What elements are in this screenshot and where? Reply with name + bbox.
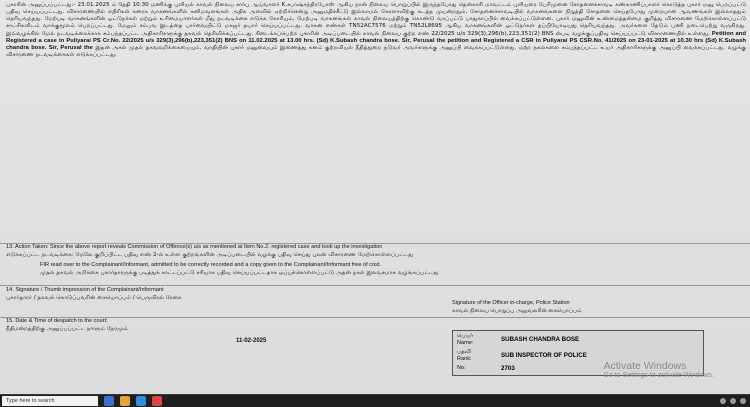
rank-value: SUB INSPECTOR OF POLICE xyxy=(501,352,587,359)
name-tamil: பெயர் xyxy=(457,333,474,339)
item-15-despatch xyxy=(6,318,386,333)
fir-read-tamil: முதல் தகவல் அறிக்கை புகார்தாரருக்கு படித்துக் காட்டப்பட்டு சரியாக பதிவு செய்யப்பட்டதாக ஒப்புக்கொள்ளப்பட்டு அதன் நகல் இலவசமாக வழங்கப்பட்டது xyxy=(40,269,439,276)
item-14-label: 14. Signature / Thumb impression of the Complainant/Informant xyxy=(6,287,164,293)
divider xyxy=(0,285,750,286)
task-view-icon[interactable] xyxy=(104,396,114,406)
despatch-date: 11-02-2025 xyxy=(236,338,267,344)
officer-signature-tamil: காவல் நிலைய பொறுப்பு அலுவலரின் கையொப்பம் xyxy=(452,308,582,314)
item-15-tamil: நீதிமன்றத்திற்கு அனுப்பப்பட்ட நாளும் நேரமும் xyxy=(6,325,128,332)
document-app-icon[interactable] xyxy=(152,396,162,406)
item-13-label: 13. Action Taken: Since the above report reveals Commission of Offence(s) u/s as mentioned at Item No.2. registered case and took up the investigation xyxy=(6,244,383,250)
no-value: 2703 xyxy=(501,365,515,372)
network-icon[interactable] xyxy=(720,398,726,404)
taskbar-search-input[interactable]: Type here to search xyxy=(2,396,98,406)
rank-label: Rank: xyxy=(457,356,472,362)
rank-tamil: பதவி xyxy=(457,349,472,355)
name-label: Name: xyxy=(457,340,474,346)
watermark-title: Activate Windows xyxy=(603,360,687,372)
windows-taskbar xyxy=(0,394,750,407)
fir-read-label: FIR read over to the Complainant/Informant, admitted to be correctly recorded and a copy given to the Complainant/Informant free of cost. xyxy=(40,262,382,268)
narrative-english-tail: Sir, Perusal the petition and Registered a CSR in Puliyarai PS CSR.No. 41/2025 on 23-01-2025 at 10.30 hrs (Sd) K.Subash chandra bose. Sir, Perusal the xyxy=(6,37,746,51)
item-15-label: 15. Date & Time of despatch to the court: xyxy=(6,318,108,324)
taskbar-pinned-apps xyxy=(104,396,162,406)
narrative-closing: இதன் அசல் முதல் தகவலறிக்கையையும், வாதியின் புகார் மனுவையும் இணைத்து கனம் குற்றவியல் நீதித்துறை நடுவர் அவர்களுக்கு அனுப்பி வைக்கப்பட்டுள்ளது. மற்ற நகல்களை சம்பந்தப்பட்ட உயர் அதிகாரிகளுக்கு அனுப்பி வைக்கப்பட்டது. வழக்கு விசாரணை நடவடிக்கைகள் எடுக்கப்பட்டது. xyxy=(6,44,746,59)
fir-read-over xyxy=(40,262,740,277)
no-label: No: xyxy=(457,365,466,371)
item-14-signature xyxy=(6,287,386,302)
item-13-action-taken xyxy=(6,244,746,259)
officer-signature-label: Signature of the Officer in-charge, Police Station xyxy=(452,300,570,306)
watermark-subtitle: Go to Settings to activate Windows. xyxy=(603,372,714,379)
narrative-english-line: Petition and Registered a case in Puliyarai PS Cr.No. 22/2025 u/s 329(3),296(b),223,351(2) BNS on 11.02.2025 at 13.00 hrs. (Sd) K.Subash chandra bose. xyxy=(6,30,746,44)
name-value: SUBASH CHANDRA BOSE xyxy=(501,336,580,343)
case-narrative xyxy=(6,2,746,59)
volume-icon[interactable] xyxy=(730,398,736,404)
notification-icon[interactable] xyxy=(740,398,746,404)
activation-watermark xyxy=(604,360,715,379)
item-13-tamil: எடுக்கப்பட்ட நடவடிக்கை: மேலே குறிப்பிட்ட பதிவு எண் 2-ல் உள்ள குற்றங்களின் அடிப்படையில் வழக்கு பதிவு செய்து புலன் விசாரணை மேற்கொள்ளப்பட்டது xyxy=(6,251,414,258)
system-tray xyxy=(720,395,746,407)
file-explorer-icon[interactable] xyxy=(120,396,130,406)
browser-icon[interactable] xyxy=(136,396,146,406)
item-14-tamil: புகார்தாரர் / தகவல் கொடுப்பவரின் கையொப்பம் / பெருவிரல் ரேகை xyxy=(6,294,182,301)
narrative-tamil: புகாரின் அனுப்பப்பட்டது:- 23.01.2025 ம் தேதி 10.30 மணிக்கு புளியல் காவல் நிலைய சார்பு ஆய்வாளர் K.சபாஷ்சந்திரபோஸ் ஆகிய நான் நிலைய பொறுப்பில் இருந்தபோது தென்காசி மாவட்டம் புளியரை பேரிமுனை சோதனைச்சாவடி கண்காணிப்பாளர் கொடுத்த புகார் மனு பெறப்பட்டு பதிவு செய்யப்பட்டது. விசாரணையில் எதிரிகள் கனரக வாகனங்களில் கனிமவளங்கள் அதிக அளவில் ஏற்றிச்சென்று அனுமதிச்சீட்டு இல்லாமல் கேரளாவிற்கு கடத்த முயன்றதும், சோதனைச்சாவடியில் வாகனங்களை நிறுத்தி சோதனை செய்தபோது முறையான ஆவணங்கள் இல்லாததும் தெரியவந்தது. மேற்படி வாகனங்களின் ஓட்டுநர்கள் மற்றும் உரிமையாளர்கள் மீது நடவடிக்கை எடுக்க கோரியும், மேற்படி வாகனங்கள் காவல் நிலையத்திற்கு கொண்டு வரப்பட்டு பாதுகாப்பில் வைக்கப்பட்டுள்ளன. புகார் மனுவின் உண்மைத்தன்மை குறித்து விசாரணை மேற்கொள்ளப்பட்டு சாட்சிகளிடம் வாக்குமூலம் பெறப்பட்டது. மேலும் சம்பவ இடத்தை பார்வையிட்டு மகஜர் தயார் செய்யப்பட்டது. வாகன எண்கள் TN52AC7576 மற்றும் TN52L8695 ஆகிய வாகனங்களின் ஓட்டுநர்கள் தப்பியோடியது தெரியவந்தது. அவர்களை தேடும் பணி நடைபெற்று வருகிறது. இவ்வழக்கில் மேல் நடவடிக்கைக்காக சம்பந்தப்பட்ட அதிகாரிகளுக்கு தகவல் தெரிவிக்கப்பட்டது. கிடைக்கப்பெற்ற புகாரின் அடிப்படையில் காவல் நிலைய குற்ற எண் 22/2025 u/s 329(3),296(b),223,351(2) BNS ன்படி வழக்குப்பதிவு செய்யப்பட்டு விசாரணையில் உள்ளது. xyxy=(6,2,746,37)
